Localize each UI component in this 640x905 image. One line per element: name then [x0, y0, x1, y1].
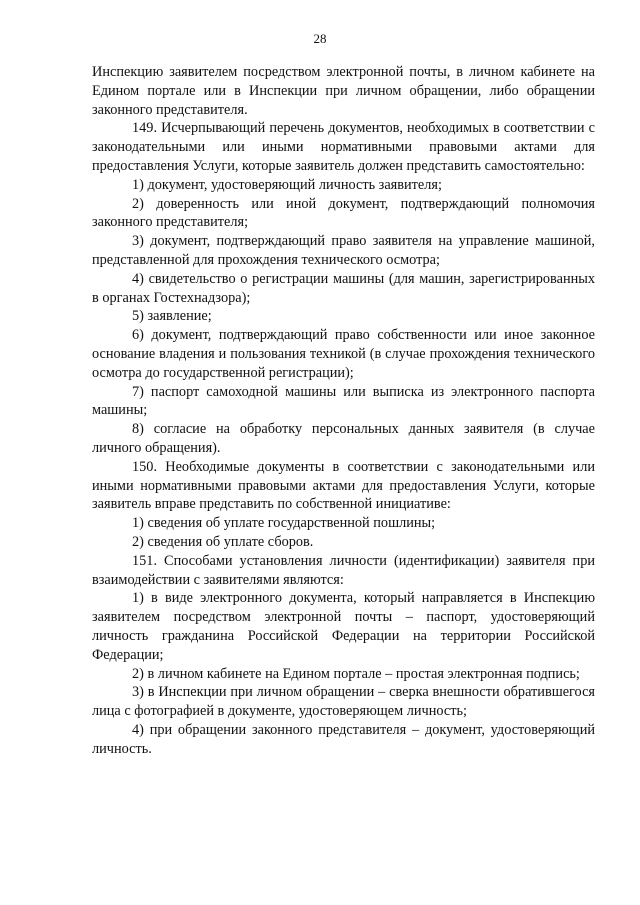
paragraph-150: 150. Необходимые документы в соответствии с законодательными или иными нормативными правовыми актами для предоставления Услуги, которые заявитель вправе представить по собственной инициативе: — [92, 458, 595, 513]
list-item: 3) в Инспекции при личном обращении – сверка внешности обратившегося лица с фотографией в документе, удостоверяющем личность; — [92, 684, 595, 720]
page-number: 28 — [313, 31, 327, 46]
list-item: 8) согласие на обработку персональных данных заявителя (в случае личного обращения). — [92, 421, 595, 456]
list-item: 2) доверенность или иной документ, подтверждающий полномочия законного представителя; — [92, 195, 595, 231]
paragraph-149: 149. Исчерпывающий перечень документов, необходимых в соответствии с законодательными или иными нормативными правовыми актами для предоставления Услуги, которые заявитель должен представить самостоятельно: — [92, 120, 595, 174]
list-item: 1) документ, удостоверяющий личность заявителя; — [132, 176, 442, 193]
list-item: 2) в личном кабинете на Едином портале – простая электронная подпись; — [132, 665, 580, 682]
list-item: 1) в виде электронного документа, который направляется в Инспекцию заявителем посредством электронной почты – паспорт, удостоверяющий личность гражданина Российской Федерации на территории Российской Федерации; — [92, 590, 595, 663]
list-item: 1) сведения об уплате государственной пошлины; — [132, 515, 436, 532]
list-item: 3) документ, подтверждающий право заявителя на управление машиной, представленной для прохождения технического осмотра; — [92, 233, 595, 268]
list-item: 7) паспорт самоходной машины или выписка из электронного паспорта машины; — [92, 383, 595, 419]
list-item: 6) документ, подтверждающий право собственности или иное законное основание владения и пользования техникой (в случае прохождения технического осмотра до государственной регистрации); — [92, 327, 595, 381]
list-item: 4) свидетельство о регистрации машины (для машин, зарегистрированных в органах Гостехнадзора); — [92, 270, 595, 306]
list-item: 2) сведения об уплате сборов. — [132, 533, 314, 550]
list-item: 4) при обращении законного представителя – документ, удостоверяющий личность. — [92, 721, 595, 757]
paragraph: Инспекцию заявителем посредством электронной почты, в личном кабинете на Едином портале или в Инспекции при личном обращении, либо обращении законного представителя. — [92, 64, 595, 118]
paragraph-151: 151. Способами установления личности (идентификации) заявителя при взаимодействии с заявителями являются: — [92, 552, 595, 588]
list-item: 5) заявление; — [132, 308, 212, 325]
document-body — [92, 63, 595, 758]
